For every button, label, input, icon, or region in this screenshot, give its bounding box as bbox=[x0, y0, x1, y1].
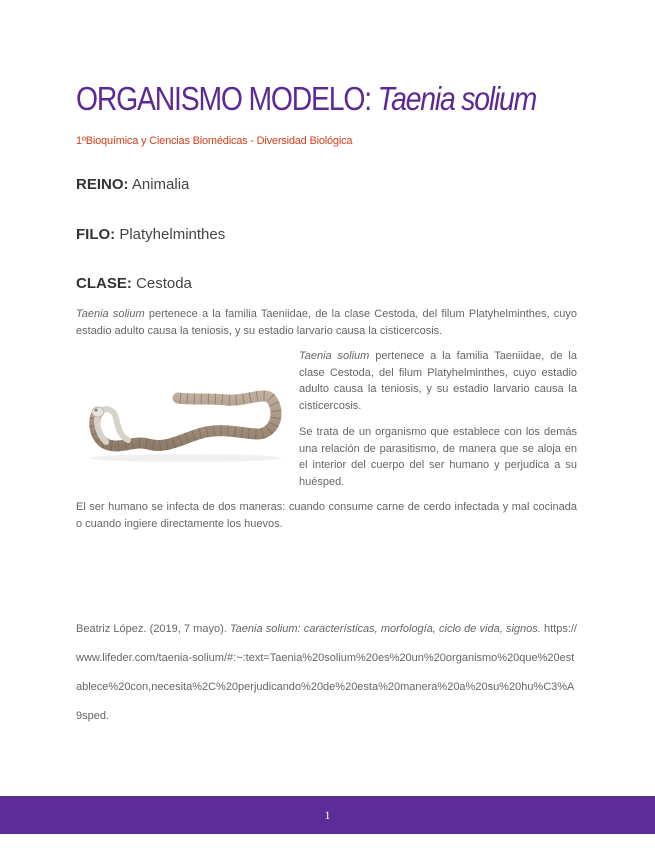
description-text: pertenece a la familia Taeniidae, de la clase Cestoda, del filum Platyhelminthes, cuyo estadio adulto causa la teniosis, y su estadio larvario causa la cisticercosis. bbox=[299, 350, 577, 412]
intro-species: Taenia solium bbox=[76, 308, 145, 320]
reino-value: Animalia bbox=[131, 176, 190, 193]
bibliographic-reference bbox=[76, 615, 577, 731]
page-subtitle: 1ºBioquímica y Ciencias Biomédicas - Diversidad Biológica bbox=[76, 135, 353, 147]
page-number: 1 bbox=[324, 808, 331, 822]
description-paragraph bbox=[299, 348, 577, 414]
intro-paragraph bbox=[76, 306, 577, 339]
filo-label: FILO: bbox=[76, 226, 116, 243]
description-species: Taenia solium bbox=[299, 350, 370, 362]
parasitism-paragraph: Se trata de un organismo que establece con los demás una relación de parasitismo, de manera que se aloja en el interior del cuerpo del ser humano y perjudica a su huésped. bbox=[299, 426, 577, 488]
clase-field bbox=[76, 275, 192, 292]
clase-value: Cestoda bbox=[136, 275, 192, 292]
intro-text: pertenece a la familia Taeniidae, de la clase Cestoda, del filum Platyhelminthes, cuyo estadio adulto causa la teniosis, y su estadio larvario causa la cisticercosis. bbox=[76, 308, 578, 337]
reference-url[interactable]: https://www.lifeder.com/taenia-solium/#:~:text=Taenia%20solium%20es%20un%20organismo%20que%20establece%20con,necesita%2C%20perjudicando%20de%20esta%20manera%20a%20su%20hu%C3%A9sped. bbox=[76, 623, 577, 722]
filo-field bbox=[76, 226, 225, 243]
taenia-solium-image bbox=[76, 350, 290, 468]
page-title bbox=[76, 80, 536, 118]
page-footer bbox=[0, 796, 655, 834]
reino-label: REINO: bbox=[76, 176, 129, 193]
infection-paragraph: El ser humano se infecta de dos maneras: cuando consume carne de cerdo infectada y mal cocinada o cuando ingiere directamente los huevos. bbox=[76, 501, 577, 530]
reference-title: Taenia solium: características, morfología, ciclo de vida, signos. bbox=[229, 623, 541, 635]
reino-field bbox=[76, 176, 189, 193]
title-species: Taenia solium bbox=[377, 80, 537, 117]
filo-value: Platyhelminthes bbox=[119, 226, 226, 243]
reference-author: Beatriz López. (2019, 7 mayo). bbox=[76, 623, 227, 635]
clase-label: CLASE: bbox=[76, 275, 132, 292]
title-plain: ORGANISMO MODELO: bbox=[76, 80, 371, 117]
